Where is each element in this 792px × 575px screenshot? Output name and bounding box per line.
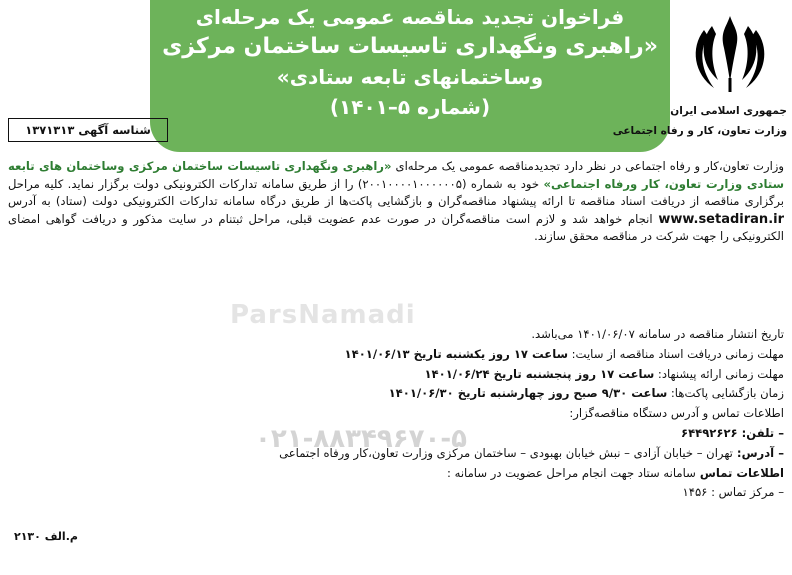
docs-deadline-label: مهلت زمانی دریافت اسناد مناقصه از سایت: [567,346,784,361]
notice-body [8,158,784,246]
docs-deadline-row [8,345,784,365]
iran-emblem-icon [690,8,770,98]
setad-label: اطلاعات تماس [695,465,784,480]
header-banner [150,0,670,152]
contact-title: اطلاعات تماس و آدرس دستگاه مناقصه‌گزار: [569,406,784,421]
body-intro: وزارت تعاون،کار و رفاه اجتماعی در نظر دارد تجدیدمناقصه عمومی یک مرحله‌ای [391,159,784,173]
setad-value: سامانه ستاد جهت انجام مراحل عضویت در سامانه : [447,465,696,480]
setad-contact-row [8,464,784,484]
opening-row [8,384,784,404]
phone-watermark: ۰۲۱-۸۸۳۴۹۶۷۰-۵ [255,424,468,454]
offer-deadline-value: ساعت ۱۷ روز پنجشنبه تاریخ ۱۴۰۱/۰۶/۲۴ [424,366,655,381]
setad-url: www.setadiran.ir [658,211,784,227]
phone-row [8,424,784,444]
header-line-1: فراخوان تجدید مناقصه عمومی یک مرحله‌ای [195,5,625,29]
address-value: تهران – خیابان آزادی – نبش خیابان بهبودی – ساختمان مرکزی وزارت تعاون،کار ورفاه اجتماعی [279,445,733,460]
address-label: – آدرس: [732,445,784,460]
phone-label: – تلفن: [737,425,784,440]
address-row [8,444,784,464]
opening-label: زمان بازگشایی پاکت‌ها: [667,386,784,401]
watermark: ParsNamadi [230,300,416,330]
ministry-name: وزارت تعاون، کار و رفاه اجتماعی [612,125,787,137]
offer-deadline-row [8,365,784,385]
body-end: انجام خواهد شد و لازم است مناقصه‌گران در صورت عدم عضویت قبلی، مراحل ثبتنام در سایت مذکور و دریافت گواهی امضای الکترونیکی را جهت شرکت در مناقصه محقق سازند. [8,211,784,244]
header-line-4: (شماره ۵–۱۴۰۱) [329,95,491,119]
body-paragraph [8,158,784,246]
phone-value: ۶۴۴۹۲۶۲۶ [681,425,738,440]
publish-date: تاریخ انتشار مناقصه در سامانه ۱۴۰۱/۰۶/۰۷ می‌باشد. [531,327,784,341]
government-name: جمهوری اسلامی ایران [670,105,787,117]
publication-code: م.الف ۲۱۳۰ [14,530,78,543]
opening-value: ساعت ۹/۳۰ صبح روز چهارشنبه تاریخ ۱۴۰۱/۰۶/۳۰ [388,386,668,401]
body-middle: خود به شماره (۲۰۰۱۰۰۰۰۱۰۰۰۰۰۰۵) را از طریق سامانه تدارکات الکترونیکی دولت برگزار نماید. کلیه مراحل برگزاری مناقصه از دریافت اسناد مناقصه تا ارائه پیشنهاد مناقصه‌گران و بازگشایی پاکت‌ها از طریق درگاه سامانه تدارکات الکترونیکی دولت (ستاد) به آدرس [8,176,784,209]
government-emblem [612,8,787,158]
call-center: – مرکز تماس : ۱۴۵۶ [682,485,784,500]
tender-details [8,325,784,503]
docs-deadline-value: ساعت ۱۷ روز یکشنبه تاریخ ۱۴۰۱/۰۶/۱۳ [344,346,568,361]
header-line-2: «راهبری ونگهداری تاسیسات ساختمان مرکزی [162,34,658,59]
header-line-3: وساختمانهای تابعه ستادی» [276,65,544,89]
offer-deadline-label: مهلت زمانی ارائه پیشنهاد: [654,366,784,381]
project-title: «راهبری ونگهداری تاسیسات ساختمان مرکزی وساختمان های تابعه ستادی وزارت تعاون، کار ورفاه اجتماعی» [8,159,784,191]
ad-id-badge: شناسه آگهی ۱۳۷۱۳۱۳ [8,118,168,142]
